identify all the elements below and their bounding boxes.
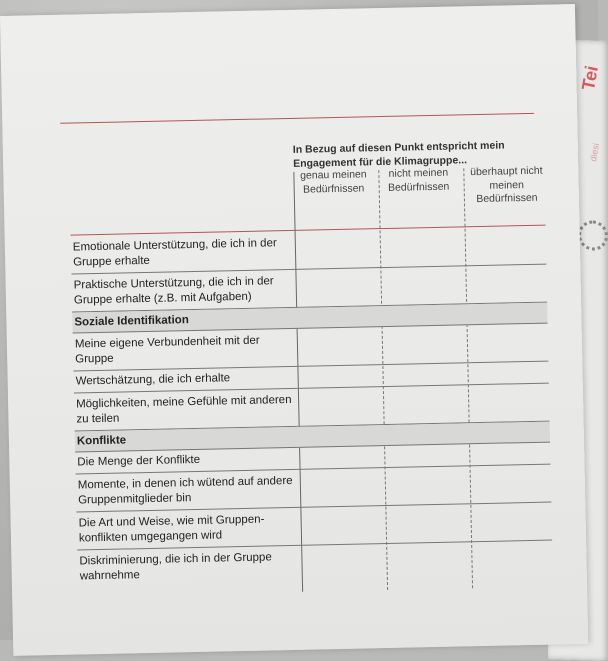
questionnaire-rows xyxy=(71,227,553,589)
section-label: Konflikte xyxy=(76,433,127,447)
top-red-rule xyxy=(60,113,534,124)
row-label: Die Menge der Konflikte xyxy=(77,453,201,469)
section-label: Soziale Identifikation xyxy=(74,313,189,329)
book-page xyxy=(0,4,588,656)
adjacent-page-tab-text: Tei xyxy=(578,63,602,93)
adjacent-page-subtext: diesi xyxy=(588,142,602,163)
column-header-fully: genau meinen Bedürfnissen xyxy=(300,168,367,196)
row-label: Praktische Unterstützung, die ich in der Gruppe erhalte (z.B. mit Aufgaben) xyxy=(73,274,274,307)
row-label: Emotionale Unterstützung, die ich in der Gruppe erhalte xyxy=(72,236,277,269)
column-header-not: nicht meinen Bedürfnissen xyxy=(387,166,450,194)
questionnaire-heading: In Bezug auf diesen Punkt entspricht mein Engagement für die Klimagruppe... xyxy=(292,139,505,170)
row-label: Meine eigene Verbundenheit mit der Gruppe xyxy=(74,334,260,365)
gear-icon xyxy=(578,220,608,251)
row-label: Wertschätzung, die ich erhalte xyxy=(75,372,231,388)
column-header-not-at-all: überhaupt nicht meinen Bedürfnissen xyxy=(470,164,543,206)
row-label: Diskriminierung, die ich in der Gruppe wahrnehme xyxy=(79,551,272,583)
row-label: Die Art und Weise, wie mit Gruppen-konflikten umgegangen wird xyxy=(78,513,265,544)
row-label: Momente, in denen ich wütend auf andere Gruppenmitglieder bin xyxy=(77,474,293,506)
row-label: Möglichkeiten, meine Gefühle mit anderen zu teilen xyxy=(76,393,292,425)
